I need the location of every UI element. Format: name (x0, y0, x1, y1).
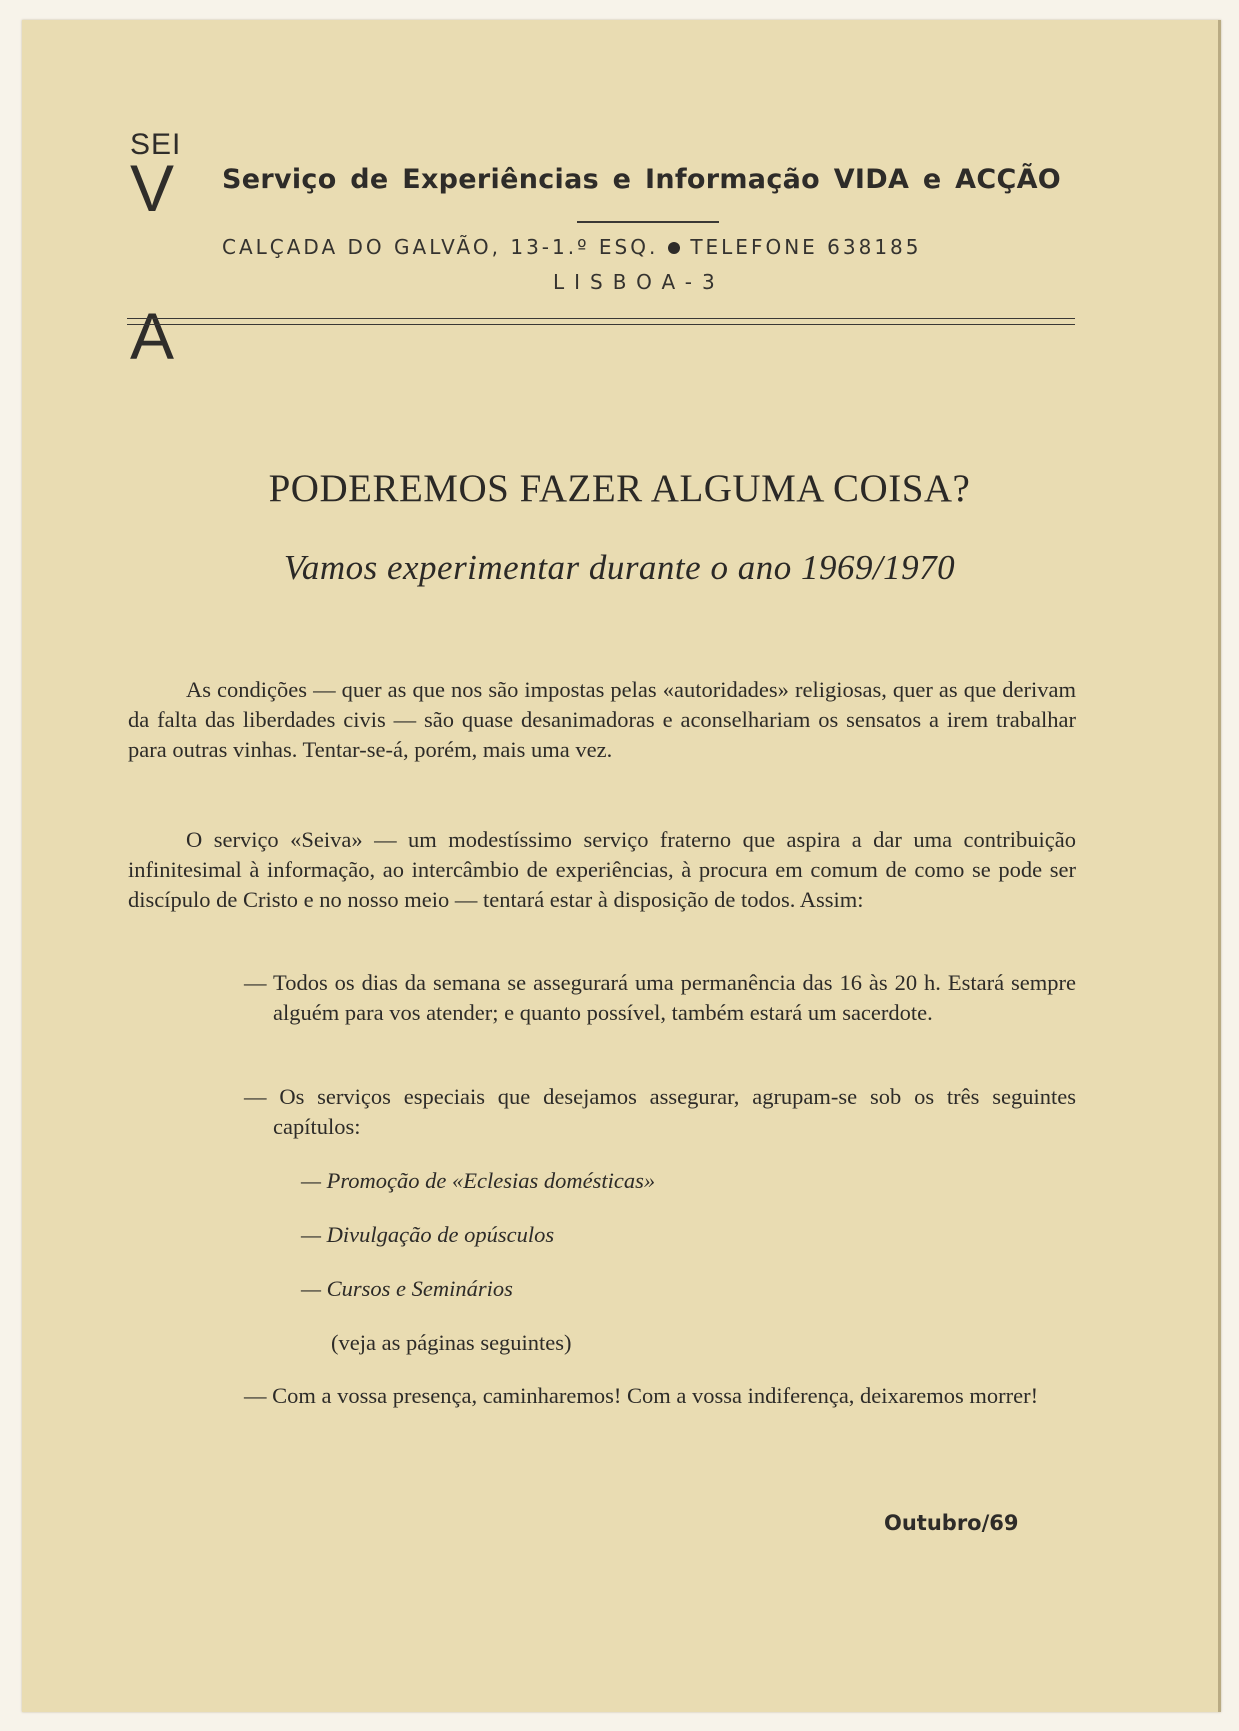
organization-name: Serviço de Experiências e Informação VIDA e ACÇÃO (222, 164, 1062, 195)
logo-v: V (130, 151, 175, 225)
list-item-special-services: — Os serviços especiais que desejamos assegurar, agrupam-se sob os três seguintes capítulos: (244, 1084, 1076, 1139)
sub-item-eclesias: — Promoção de «Eclesias domésticas» (301, 1168, 656, 1193)
logo-sei: SEI (130, 128, 182, 161)
sub-item-cursos: — Cursos e Seminários (301, 1276, 513, 1301)
paragraph-conditions: As condições — quer as que nos são impostas pelas «autoridades» religiosas, quer as que derivam da falta das liberdades civis — são quase desanimadoras e aconselhariam os sensatos a irem trabalhar para outras vinhas. Tentar-se-á, porém, mais uma vez. (128, 677, 1076, 762)
sub-item-opusculos: — Divulgação de opúsculos (301, 1222, 555, 1247)
paragraph-seiva-service: O serviço «Seiva» — um modestíssimo serviço fraterno que aspira a dar uma contribuição infinitesimal à informação, ao intercâmbio de experiências, à procura em comum de como se pode ser discípulo de Cristo e no nosso meio — tentará estar à disposição de todos. Assim: (128, 827, 1076, 912)
list-item-schedule: — Todos os dias da semana se assegurará uma permanência das 16 às 20 h. Estará sempre alguém para vos atender; e quanto possível, também estará um sacerdote. (244, 970, 1076, 1025)
page-subtitle: Vamos experimentar durante o ano 1969/1970 (283, 548, 956, 587)
closing-statement: — Com a vossa presença, caminharemos! Com a vossa indiferença, deixaremos morrer! (244, 1383, 1039, 1408)
street-address: CALÇADA DO GALVÃO, 13-1.º ESQ. (222, 235, 659, 259)
city: LISBOA-3 (553, 270, 725, 294)
address-line (222, 235, 922, 259)
header-double-rule (127, 318, 1075, 325)
see-following-pages-note: (veja as páginas seguintes) (331, 1330, 572, 1355)
phone-number: TELEFONE 638185 (690, 235, 922, 259)
page-title: PODEREMOS FAZER ALGUMA COISA? (268, 467, 971, 510)
document-date: Outubro/69 (884, 1511, 1019, 1535)
header-short-rule (577, 221, 719, 223)
bullet-dot-icon (668, 242, 680, 254)
logo-a: A (130, 299, 175, 373)
